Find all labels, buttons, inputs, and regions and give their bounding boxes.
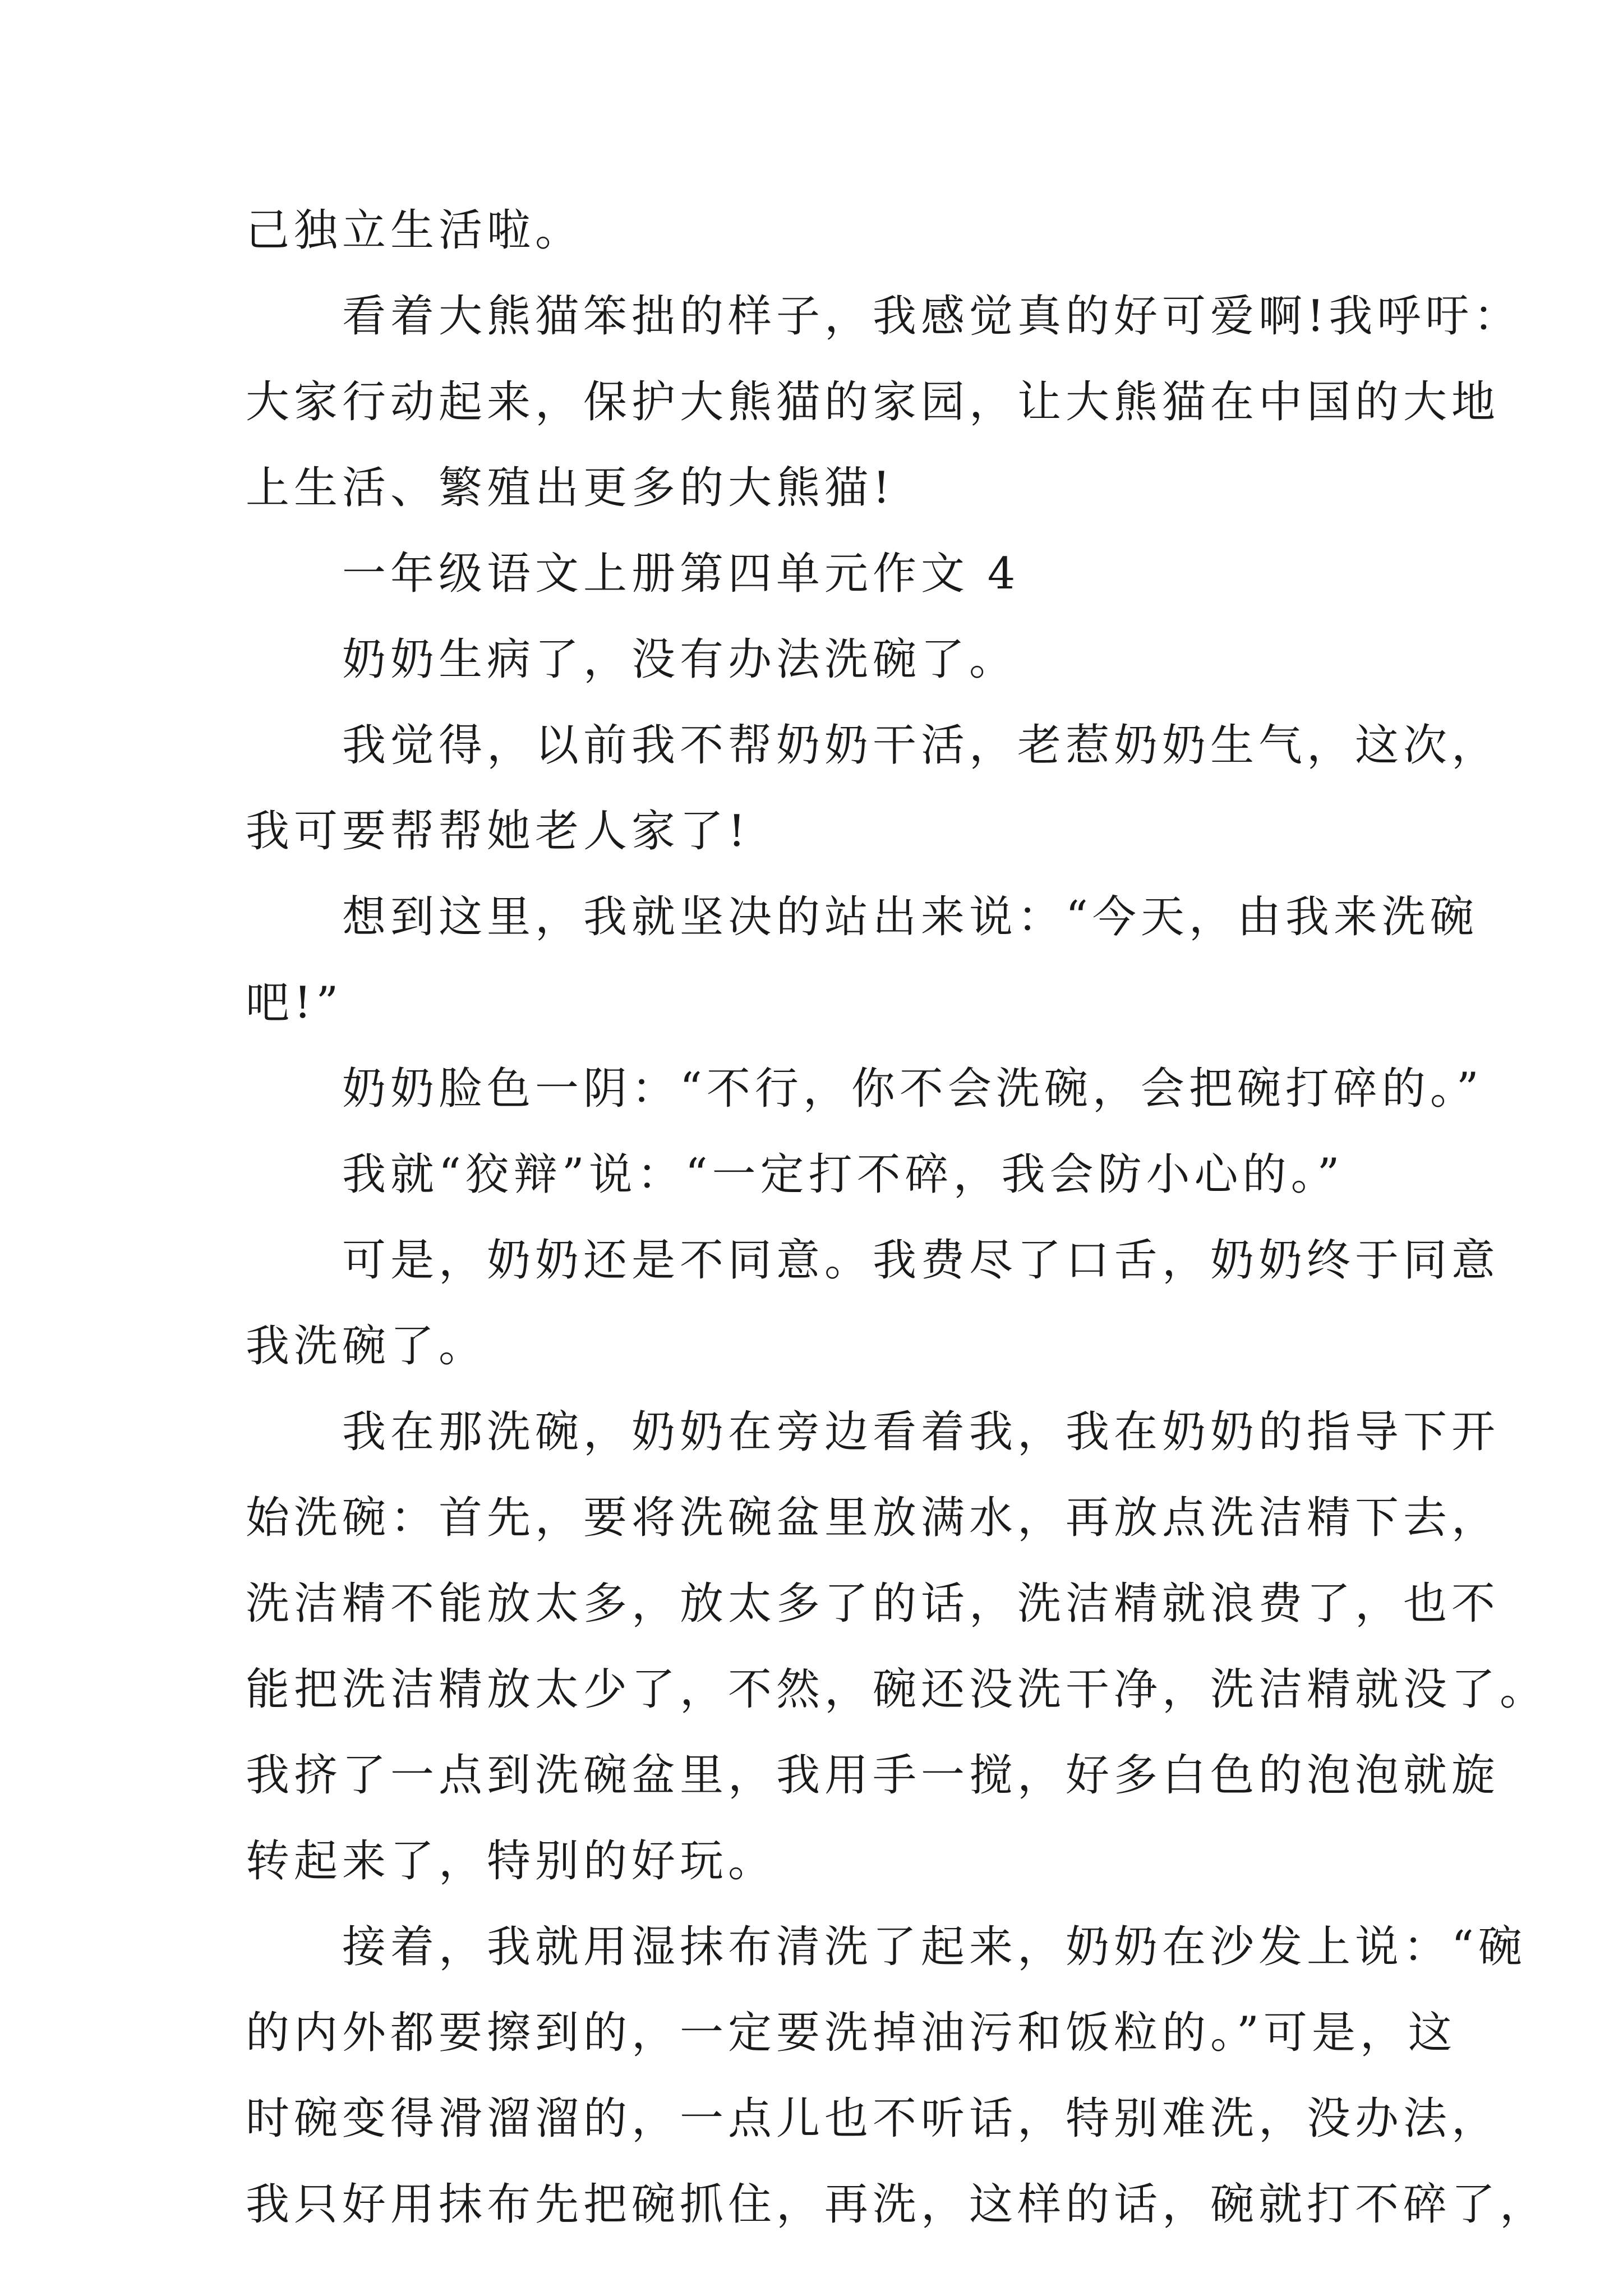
text-line: 接着，我就用湿抹布清洗了起来，奶奶在沙发上说：“碗 — [342, 1922, 1527, 1972]
text-line: 可是，奶奶还是不同意。我费尽了口舌，奶奶终于同意 — [342, 1235, 1500, 1286]
text-line: 我在那洗碗，奶奶在旁边看着我，我在奶奶的指导下开 — [342, 1407, 1500, 1457]
text-line: 转起来了，特别的好玩。 — [246, 1836, 777, 1887]
body-text — [246, 188, 1548, 2248]
text-line: 我挤了一点到洗碗盆里，我用手一搅，好多白色的泡泡就旋 — [246, 1750, 1500, 1801]
text-line: 我觉得，以前我不帮奶奶干活，老惹奶奶生气，这次， — [342, 720, 1500, 771]
text-line: 我就“狡辩”说：“一定打不碎，我会防小心的。” — [342, 1149, 1344, 1200]
text-line: 看着大熊猫笨拙的样子，我感觉真的好可爱啊!我呼吁： — [342, 291, 1522, 342]
text-line: 吧!” — [246, 978, 343, 1028]
text-line: 想到这里，我就坚决的站出来说：“今天，由我来洗碗 — [342, 892, 1478, 942]
text-line: 己独立生活啦。 — [246, 205, 584, 256]
section-heading: 一年级语文上册第四单元作文 4 — [342, 549, 1020, 599]
text-line: 的内外都要擦到的，一定要洗掉油污和饭粒的。”可是，这 — [246, 2008, 1456, 2058]
text-line: 时碗变得滑溜溜的，一点儿也不听话，特别难洗，没办法， — [246, 2093, 1500, 2144]
text-line: 奶奶生病了，没有办法洗碗了。 — [342, 634, 1018, 685]
text-line: 能把洗洁精放太少了，不然，碗还没洗干净，洗洁精就没了。 — [246, 1664, 1548, 1715]
text-line: 我洗碗了。 — [246, 1321, 487, 1372]
text-line: 上生活、繁殖出更多的大熊猫! — [246, 463, 895, 513]
text-line: 始洗碗：首先，要将洗碗盆里放满水，再放点洗洁精下去， — [246, 1493, 1500, 1543]
text-line: 我可要帮帮她老人家了! — [246, 806, 750, 857]
text-line: 洗洁精不能放太多，放太多了的话，洗洁精就浪费了，也不 — [246, 1579, 1500, 1629]
text-line: 我只好用抹布先把碗抓住，再洗，这样的话，碗就打不碎了， — [246, 2179, 1548, 2230]
text-line: 大家行动起来，保护大熊猫的家园，让大熊猫在中国的大地 — [246, 377, 1500, 427]
text-line: 奶奶脸色一阴：“不行，你不会洗碗，会把碗打碎的。” — [342, 1064, 1483, 1114]
